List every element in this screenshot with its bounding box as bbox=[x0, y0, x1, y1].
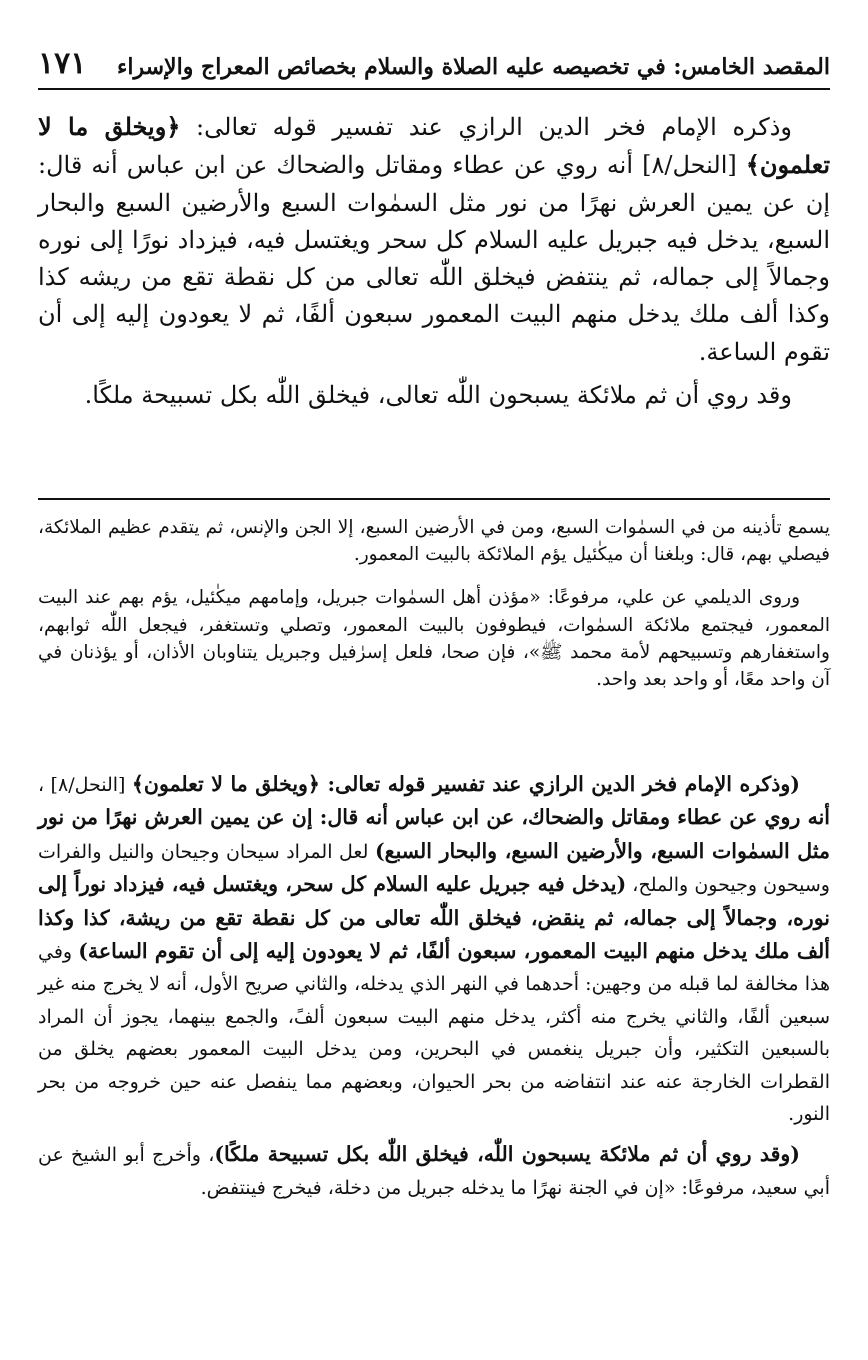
main-paragraph: وقد روي أن ثم ملائكة يسبحون اللّٰه تعالى، فيخلق اللّٰه بكل تسبيحة ملكًا. bbox=[84, 381, 792, 410]
page-header bbox=[38, 40, 830, 90]
commentary-text: وفي هذا مخالفة لما قبله من وجهين: أحدهما في النهر الذي يدخله، والثاني صريح الأول، أنه لا يخرج منه غير سبعين ألفًا، والثاني يخرج منه أكثر، يدخل منهم البيت سبعون ألفً، والجمع بينهما، يجوز أن المراد بالسبعين التكثير، وأن جبريل ينغمس في البحرين، ومن يدخل البيت المعمور بعضهم يخلق من القطرات الخارجة عنه عند انتفاضه من بحر الحيوان، وبعضهم مما ينفصل عنه حين خروجه من بحر النور. bbox=[38, 941, 830, 1126]
footnote-divider bbox=[38, 498, 830, 500]
quoted-text: (يدخل فيه جبريل عليه السلام كل سحر، ويغتسل فيه، فيزداد نوراً إلى نوره، وجمالاً إلى جماله، ثم ينقض، فيخلق اللّٰه تعالى من كل نقطة تقع من ريشة، كذا وكذا ألف ملك يدخل منهم البيت المعمور، سبعون ألفًا، ثم لا يعودون إليه إلى أن تقوم الساعة) bbox=[38, 872, 830, 964]
footnote-paragraph: يسمع تأذينه من في السمٰوات السبع، ومن في الأرضين السبع، إلا الجن والإنس، ثم يتقدم عظيم الملائكة، فيصلي بهم، قال: وبلغنا أن ميكٰئيل يؤم الملائكة بالبيت المعمور. bbox=[38, 517, 830, 566]
page-number: ١٧١ bbox=[38, 46, 87, 81]
commentary bbox=[38, 768, 830, 1204]
commentary-text: لعل المراد سيحان وجيحان والنيل والفرات وسيحون وجيحون والملح، bbox=[38, 840, 830, 897]
quoted-text: أنه روي عن عطاء ومقاتل والضحاك، عن ابن عباس أنه قال: إن عن يمين العرش نهرًا من نور مثل السمٰوات السبع، والأرضين السبع، والبحار السبع) bbox=[38, 805, 830, 863]
commentary-paragraph bbox=[38, 768, 830, 1130]
running-title: المقصد الخامس: في تخصيصه عليه الصلاة والسلام بخصائص المعراج والإسراء bbox=[117, 54, 830, 80]
quoted-text: (وذكره الإمام فخر الدين الرازي عند تفسير قوله تعالى: ﴿ويخلق ما لا تعلمون﴾ bbox=[131, 772, 801, 796]
main-paragraph bbox=[38, 108, 830, 371]
commentary-paragraph bbox=[38, 1138, 830, 1204]
main-body: [النحل/٨] أنه روي عن عطاء ومقاتل والضحاك عن ابن عباس أنه قال: إن عن يمين العرش نهرًا من نور مثل السمٰوات السبع والأرضين السبع والبحار السبع، يدخل فيه جبريل عليه السلام كل سحر ويغتسل فيه، فيزداد نورًا إلى نوره وجمالاً إلى جماله، ثم ينتفض فيخلق اللّٰه تعالى من كل نقطة تقع من ريشه كذا وكذا ألف ملك يدخل منهم البيت المعمور سبعون ألفًا، ثم لا يعودون إليه إلى أن تقوم الساعة. bbox=[38, 151, 830, 366]
commentary-text: [النحل/٨] ، bbox=[38, 774, 132, 796]
quoted-text: (وقد روي أن ثم ملائكة يسبحون اللّٰه، فيخلق اللّٰه بكل تسبيحة ملكًا) bbox=[214, 1142, 800, 1167]
quranic-verse: ﴿ويخلق ما لا تعلمون﴾ bbox=[38, 112, 831, 180]
footnote-paragraph: وروى الديلمي عن علي، مرفوعًا: «مؤذن أهل السمٰوات جبريل، وإمامهم ميكٰئيل، يؤم بهم عند البيت المعمور، فيجتمع ملائكة السمٰوات، فيطوفون بالبيت المعمور، وتصلي وتستغفر، فيجعل اللّٰه ثوابهم، واستغفارهم وتسبيحهم لأمة محمد ﷺ»، فإن صحا، فلعل إسرٰفيل وجبريل يتناوبان الأذان، أو يؤذنان في آن واحد معًا، أو واحد بعد واحد. bbox=[38, 587, 830, 691]
footnotes bbox=[38, 514, 830, 693]
commentary-text: ، وأخرج أبو الشيخ عن أبي سعيد، مرفوعًا: «إن في الجنة نهرًا ما يدخله جبريل من دخلة، فيخرج فينتفض. bbox=[38, 1144, 830, 1199]
main-text bbox=[38, 108, 830, 414]
main-intro: وذكره الإمام فخر الدين الرازي عند تفسير قوله تعالى: bbox=[180, 113, 792, 141]
